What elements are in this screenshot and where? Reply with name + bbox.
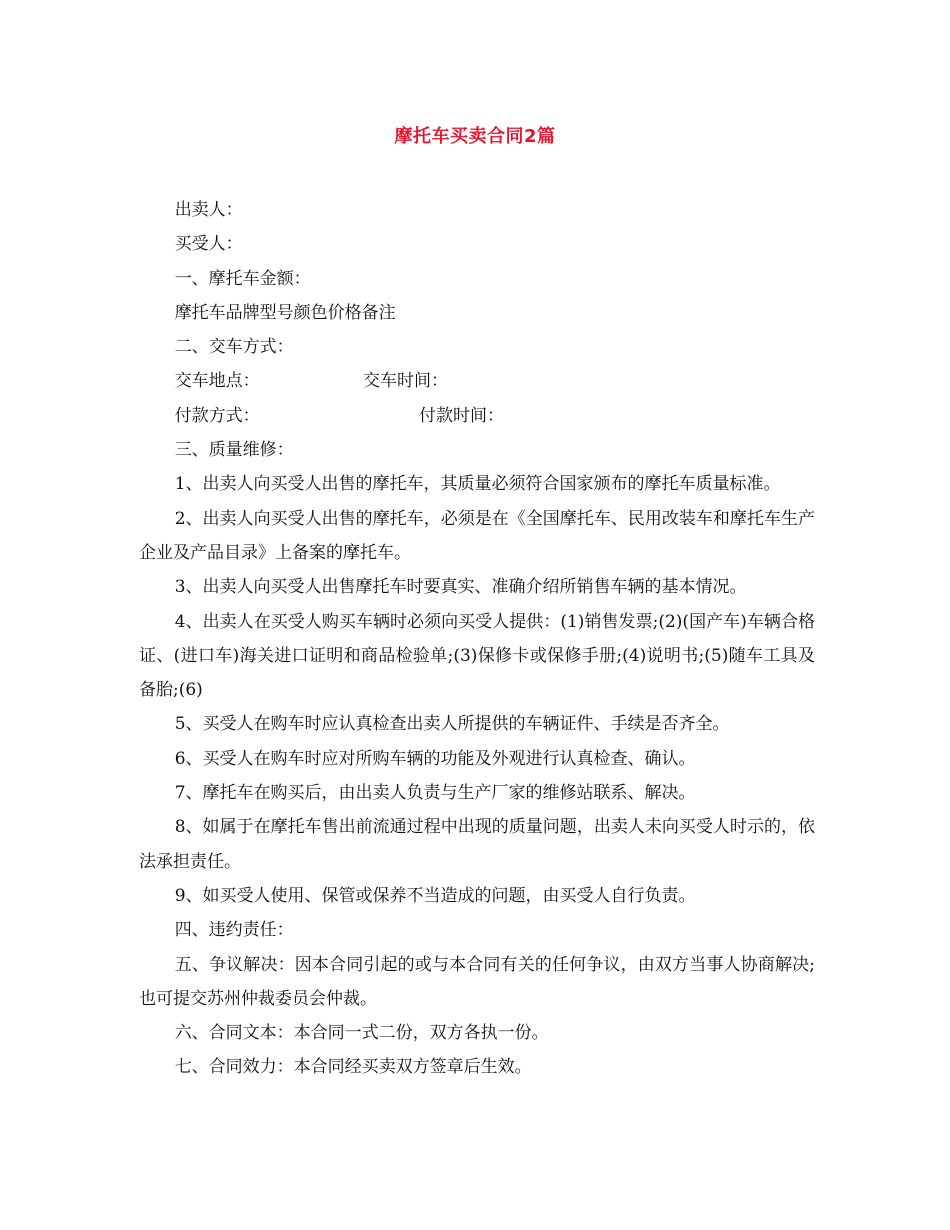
quality-item-4: 4、出卖人在买受人购买车辆时必须向买受人提供：(1)销售发票;(2)(国产车)车辆合格证、(进口车)海关进口证明和商品检验单;(3)保修卡或保修手册;(4)说明书;(5)随车工具及备胎;(6) bbox=[139, 611, 815, 701]
section-delivery-heading: 二、交车方式： bbox=[174, 337, 294, 358]
document-title: 摩托车买卖合同2篇 bbox=[394, 126, 556, 147]
payment-method-label: 付款方式： bbox=[174, 405, 260, 426]
amount-table-header: 摩托车品牌型号颜色价格备注 bbox=[174, 302, 396, 323]
document-body bbox=[139, 193, 815, 1085]
quality-item-6: 6、买受人在购车时应对所购车辆的功能及外观进行认真检查、确认。 bbox=[174, 748, 696, 769]
section-copies: 六、合同文本：本合同一式二份，双方各执一份。 bbox=[174, 1023, 549, 1044]
section-quality-heading: 三、质量维修： bbox=[174, 440, 294, 461]
quality-item-9: 9、如买受人使用、保管或保养不当造成的问题，由买受人自行负责。 bbox=[174, 885, 696, 906]
quality-item-8: 8、如属于在摩托车售出前流通过程中出现的质量问题，出卖人未向买受人时示的，依法承担责任。 bbox=[139, 817, 815, 872]
quality-item-7: 7、摩托车在购买后，由出卖人负责与生产厂家的维修站联系、解决。 bbox=[174, 783, 696, 804]
section-liability-heading: 四、违约责任： bbox=[174, 920, 294, 941]
buyer-line: 买受人： bbox=[174, 234, 243, 255]
quality-item-2: 2、出卖人向买受人出售的摩托车，必须是在《全国摩托车、民用改装车和摩托车生产企业及产品目录》上备案的摩托车。 bbox=[139, 508, 815, 563]
quality-item-1: 1、出卖人向买受人出售的摩托车，其质量必须符合国家颁布的摩托车质量标准。 bbox=[174, 474, 781, 495]
payment-row bbox=[139, 399, 815, 433]
section-amount-heading: 一、摩托车金额： bbox=[174, 268, 311, 289]
quality-item-3: 3、出卖人向买受人出售摩托车时要真实、准确介绍所销售车辆的基本情况。 bbox=[174, 577, 747, 598]
delivery-time-label: 交车时间： bbox=[363, 371, 448, 392]
section-effect: 七、合同效力：本合同经买卖双方签章后生效。 bbox=[174, 1057, 532, 1078]
payment-time-label: 付款时间： bbox=[419, 405, 504, 426]
seller-line: 出卖人： bbox=[174, 200, 243, 220]
delivery-row bbox=[139, 364, 815, 398]
quality-item-5: 5、买受人在购车时应认真检查出卖人所提供的车辆证件、手续是否齐全。 bbox=[174, 714, 730, 735]
delivery-place-label: 交车地点： bbox=[174, 371, 260, 392]
section-dispute: 五、争议解决：因本合同引起的或与本合同有关的任何争议，由双方当事人协商解决;也可提交苏州仲裁委员会仲裁。 bbox=[139, 954, 815, 1009]
